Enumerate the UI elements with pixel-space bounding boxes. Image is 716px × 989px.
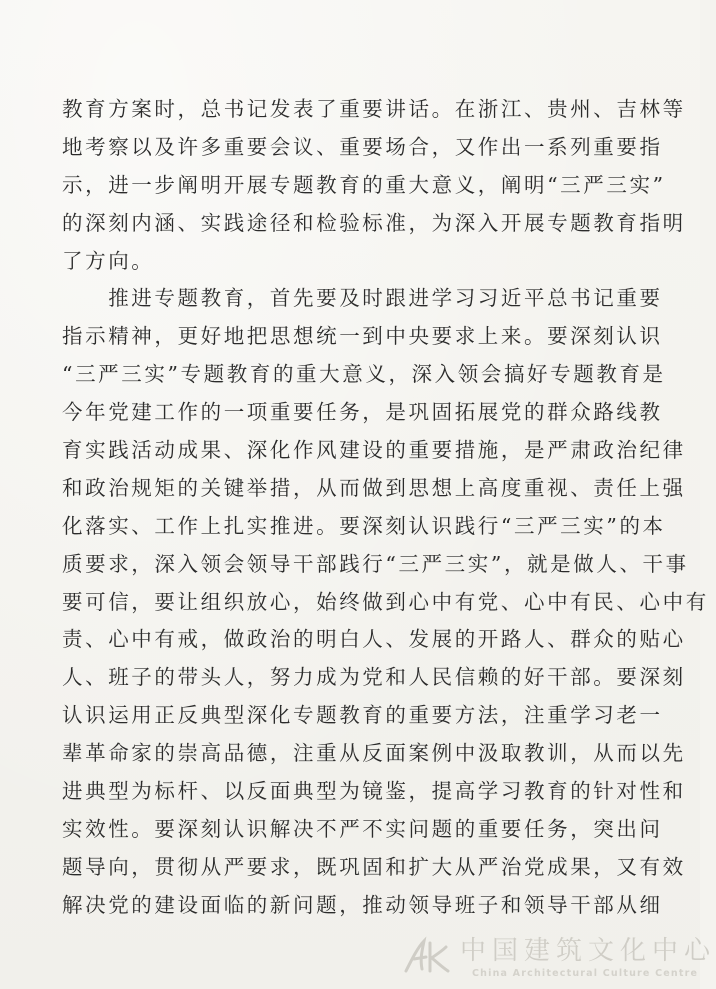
paragraph-2: [62, 280, 709, 924]
text-line: “三严三实”专题教育的重大意义，深入领会搞好专题教育是: [62, 362, 666, 387]
text-line: 进典型为标杆、以反面典型为镜鉴，提高学习教育的针对性和: [62, 779, 686, 804]
watermark: [402, 935, 716, 985]
text-line: 示，进一步阐明开展专题教育的重大意义，阐明“三严三实”: [62, 172, 666, 197]
text-line: 育实践活动成果、深化作风建设的重要措施，是严肃政治纪律: [62, 438, 686, 463]
paragraph-1: [62, 91, 686, 280]
text-line: 地考察以及许多重要会议、重要场合，又作出一系列重要指: [62, 134, 663, 159]
text-line: 认识运用正反典型深化专题教育的重要方法，注重学习老一: [62, 703, 663, 728]
text-line: 了方向。: [62, 248, 155, 273]
text-line: 今年党建工作的一项重要任务，是巩固拓展党的群众路线教: [62, 400, 663, 425]
document-body: [62, 91, 709, 925]
text-line: 化落实、工作上扎实推进。要深刻认识践行“三严三实”的本: [62, 513, 666, 538]
text-line: 推进专题教育，首先要及时跟进学习习近平总书记重要: [62, 286, 663, 311]
text-line: 解决党的建设面临的新问题，推动领导班子和领导干部从细: [62, 892, 663, 917]
text-line: 人、班子的带头人，努力成为党和人民信赖的好干部。要深刻: [62, 665, 686, 690]
text-line: 质要求，深入领会领导干部践行“三严三实”，就是做人、干事: [62, 551, 689, 576]
text-line: 辈革命家的崇高品德，注重从反面案例中汲取教训，从而以先: [62, 741, 686, 766]
text-line: 题导向，贯彻从严要求，既巩固和扩大从严治党成果，又有效: [62, 854, 686, 879]
text-line: 实效性。要深刻认识解决不严不实问题的重要任务，突出问: [62, 816, 663, 841]
text-line: 指示精神，更好地把思想统一到中央要求上来。要深刻认识: [62, 324, 663, 349]
watermark-english: China Architectural Culture Centre: [472, 968, 699, 979]
text-line: 要可信，要让组织放心，始终做到心中有党、心中有民、心中有: [62, 589, 709, 614]
text-line: 责、心中有戒，做政治的明白人、发展的开路人、群众的贴心: [62, 627, 686, 652]
text-line: 和政治规矩的关键举措，从而做到思想上高度重视、责任上强: [62, 475, 686, 500]
text-line: 教育方案时，总书记发表了重要讲话。在浙江、贵州、吉林等: [62, 97, 686, 121]
ak-logo-icon: [402, 937, 450, 977]
watermark-chinese: 中国建筑文化中心: [460, 936, 716, 966]
text-line: 的深刻内涵、实践途径和检验标准，为深入开展专题教育指明: [62, 210, 686, 235]
